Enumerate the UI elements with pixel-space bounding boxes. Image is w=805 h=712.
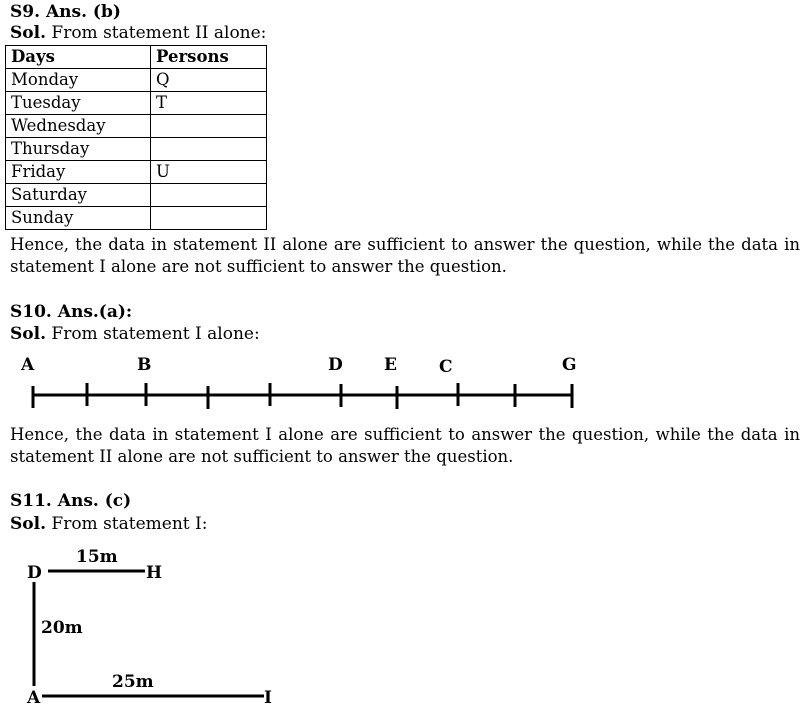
point-label: D: [328, 355, 343, 375]
table-row: [6, 138, 267, 161]
s11-heading: S11. Ans. (c): [10, 491, 132, 511]
s11-sol-line: [10, 514, 207, 534]
s10-sol-label: Sol.: [10, 324, 46, 344]
table-row: [6, 92, 267, 115]
days-persons-table: [5, 45, 267, 230]
s9-sol-text: From statement II alone:: [46, 23, 267, 43]
header-days: Days: [6, 46, 151, 69]
point-label: I: [264, 688, 272, 708]
s10-sol-line: [10, 324, 260, 344]
s9-sol-line: [10, 23, 266, 43]
person-cell: Q: [151, 69, 267, 92]
table-row: [6, 184, 267, 207]
point-label: G: [562, 355, 577, 375]
s9-heading: S9. Ans. (b): [10, 2, 121, 22]
day-cell: Monday: [6, 69, 151, 92]
point-label: C: [439, 357, 453, 377]
point-label: D: [27, 563, 42, 583]
number-line-diagram: [0, 348, 805, 418]
table-row: [6, 207, 267, 230]
s10-conclusion: Hence, the data in statement I alone are sufficient to answer the question, while the data in statement II alone are not sufficient to answer the question.: [10, 425, 800, 466]
person-cell: [151, 207, 267, 230]
point-label: H: [146, 563, 163, 583]
person-cell: [151, 115, 267, 138]
person-cell: [151, 138, 267, 161]
day-cell: Tuesday: [6, 92, 151, 115]
s10-sol-text: From statement I alone:: [46, 324, 260, 344]
person-cell: [151, 184, 267, 207]
point-label: E: [384, 355, 397, 375]
header-persons: Persons: [151, 46, 267, 69]
day-cell: Saturday: [6, 184, 151, 207]
s9-sol-label: Sol.: [10, 23, 46, 43]
point-label: B: [137, 355, 152, 375]
point-label: A: [27, 688, 41, 708]
table-row: [6, 161, 267, 184]
s11-sol-text: From statement I:: [46, 514, 208, 534]
point-label: A: [21, 355, 35, 375]
table-header-row: [6, 46, 267, 69]
day-cell: Thursday: [6, 138, 151, 161]
direction-diagram: [0, 540, 805, 712]
table-row: [6, 115, 267, 138]
distance-label: 20m: [41, 618, 83, 638]
s9-conclusion: Hence, the data in statement II alone are sufficient to answer the question, while the data in statement I alone are not sufficient to answer the question.: [10, 235, 800, 276]
distance-label: 25m: [112, 672, 154, 692]
distance-label: 15m: [76, 547, 118, 567]
s11-sol-label: Sol.: [10, 514, 46, 534]
s10-heading: S10. Ans.(a):: [10, 302, 133, 322]
day-cell: Sunday: [6, 207, 151, 230]
person-cell: T: [151, 92, 267, 115]
day-cell: Wednesday: [6, 115, 151, 138]
day-cell: Friday: [6, 161, 151, 184]
person-cell: U: [151, 161, 267, 184]
table-row: [6, 69, 267, 92]
